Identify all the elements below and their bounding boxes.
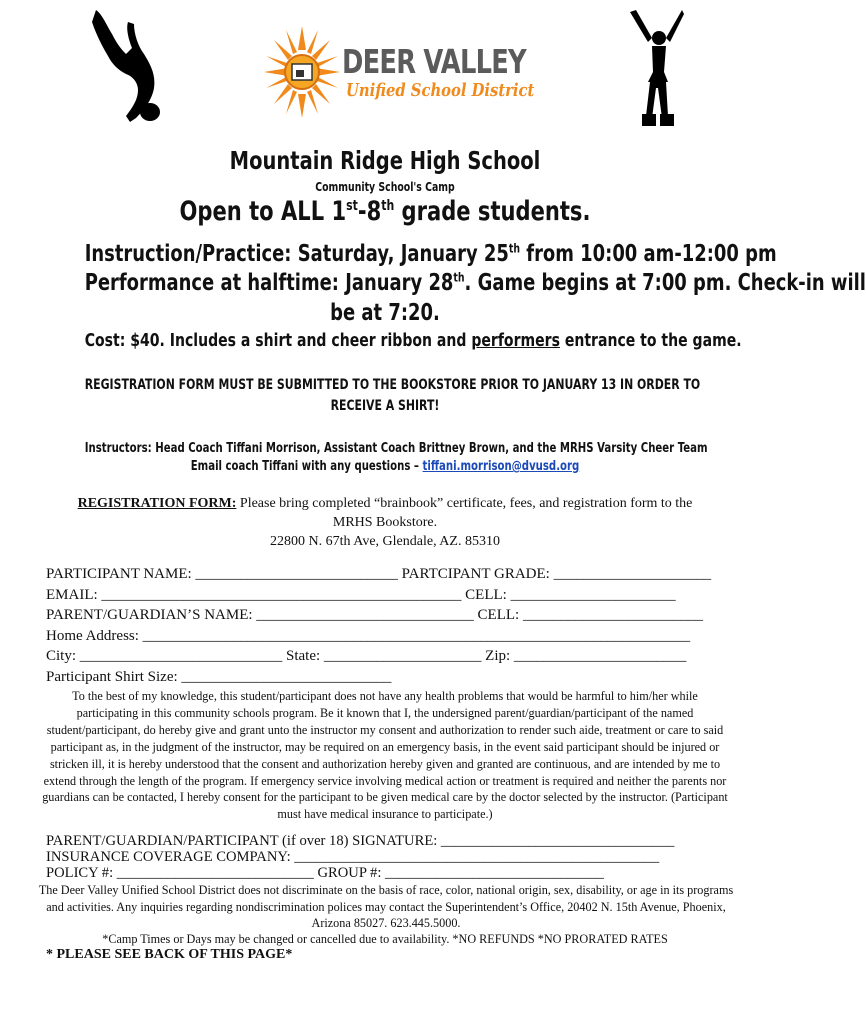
nondiscrimination-notice: The Deer Valley Unified School District does not discriminate on the basis of race, color, national origin, sex, disability, or age in its programs and activities. Any inquiries regarding nondiscrimination polices may contact the Superintendent’s Office, 20402 N. 15th Avenue, Phoenix, Arizona 85027. 623.445.5000. xyxy=(38,883,734,931)
coach-email-link[interactable]: tiffani.morrison@dvusd.org xyxy=(422,459,580,474)
registration-instructions: REGISTRATION FORM: Please bring completed “brainbook” certificate, fees, and registration form to the xyxy=(77,496,693,511)
registration-label: REGISTRATION FORM: xyxy=(77,496,237,511)
logo-name: DEER VALLEY xyxy=(342,42,526,81)
instructors-line: Instructors: Head Coach Tiffani Morrison, Assistant Coach Brittney Brown, and the MRHS Varsity Cheer Team xyxy=(84,441,708,456)
school-title: Mountain Ridge High School xyxy=(229,146,541,175)
district-logo xyxy=(262,24,535,120)
cheerleader-pose-icon xyxy=(626,8,686,128)
email-line: Email coach Tiffani with any questions – tiffani.morrison@dvusd.org xyxy=(190,459,580,474)
eligibility-headline: Open to ALL 1st-8th grade students. xyxy=(179,196,591,227)
consent-paragraph: To the best of my knowledge, this student/participant does not have any health problems that would be harmful to him/her while participating in this community schools program. Be it known that I, the undersigned parent/guardian/participant of the named student/participant, do hereby give and grant unto the instructor my consent and authorization to render such aide, treatment or care to said participant as, in the judgment of the instructor, may be required on an emergency basis, in the event said participant should be injured or stricken ill, it is hereby understood that the consent and authorization hereby given and granted are continuous, and are intended by me to extend through the length of the program. If emergency service involving medical action or treatment is required and neither the parents nor guardians can be contacted, I hereby consent for the participant to be given medical care by the doctor selected by the instructor. (Participant must have medical insurance to participate.) xyxy=(42,689,728,822)
logo-subtitle: Unified School District xyxy=(346,80,535,101)
registration-notice-line1: REGISTRATION FORM MUST BE SUBMITTED TO THE BOOKSTORE PRIOR TO JANUARY 13 IN ORDER TO xyxy=(84,377,701,393)
policy-group-field[interactable]: POLICY #: ___________________________ GROUP #: ______________________________ xyxy=(46,865,604,881)
performance-schedule: Performance at halftime: January 28th. Game begins at 7:00 pm. Check-in will xyxy=(84,270,866,296)
parent-name-cell-field[interactable]: PARENT/GUARDIAN’S NAME: _____________________________ CELL: ________________________ xyxy=(46,607,703,623)
camp-subtitle: Community School's Camp xyxy=(315,180,455,194)
home-address-field[interactable]: Home Address: _________________________________________________________________________ xyxy=(46,628,691,644)
insurance-company-field[interactable]: INSURANCE COVERAGE COMPANY: __________________________________________________ xyxy=(46,849,660,865)
participant-name-grade-field[interactable]: PARTICIPANT NAME: ___________________________ PARTCIPANT GRADE: _____________________ xyxy=(46,566,712,582)
bookstore-address: 22800 N. 67th Ave, Glendale, AZ. 85310 xyxy=(270,534,500,549)
camp-availability-note: *Camp Times or Days may be changed or cancelled due to availability. *NO REFUNDS *NO PRORATED RATES xyxy=(102,932,668,946)
header xyxy=(0,0,770,140)
practice-schedule: Instruction/Practice: Saturday, January 25th from 10:00 am-12:00 pm xyxy=(84,241,777,267)
email-cell-field[interactable]: EMAIL: ________________________________________________ CELL: ______________________ xyxy=(46,587,676,603)
signature-field[interactable]: PARENT/GUARDIAN/PARTICIPANT (if over 18) SIGNATURE: ________________________________ xyxy=(46,833,675,849)
registration-location: MRHS Bookstore. xyxy=(332,515,438,530)
cost-line: Cost: $40. Includes a shirt and cheer ribbon and performers entrance to the game. xyxy=(84,330,742,351)
see-back-note: * PLEASE SEE BACK OF THIS PAGE* xyxy=(46,947,293,962)
cheerleader-jump-icon xyxy=(86,8,172,126)
city-state-zip-field[interactable]: City: ___________________________ State: _____________________ Zip: _______________________ xyxy=(46,648,687,664)
registration-notice-line2: RECEIVE A SHIRT! xyxy=(330,398,440,414)
checkin-time: be at 7:20. xyxy=(330,300,440,326)
shirt-size-field[interactable]: Participant Shirt Size: ____________________________ xyxy=(46,669,392,685)
sun-logo-icon xyxy=(262,24,342,120)
